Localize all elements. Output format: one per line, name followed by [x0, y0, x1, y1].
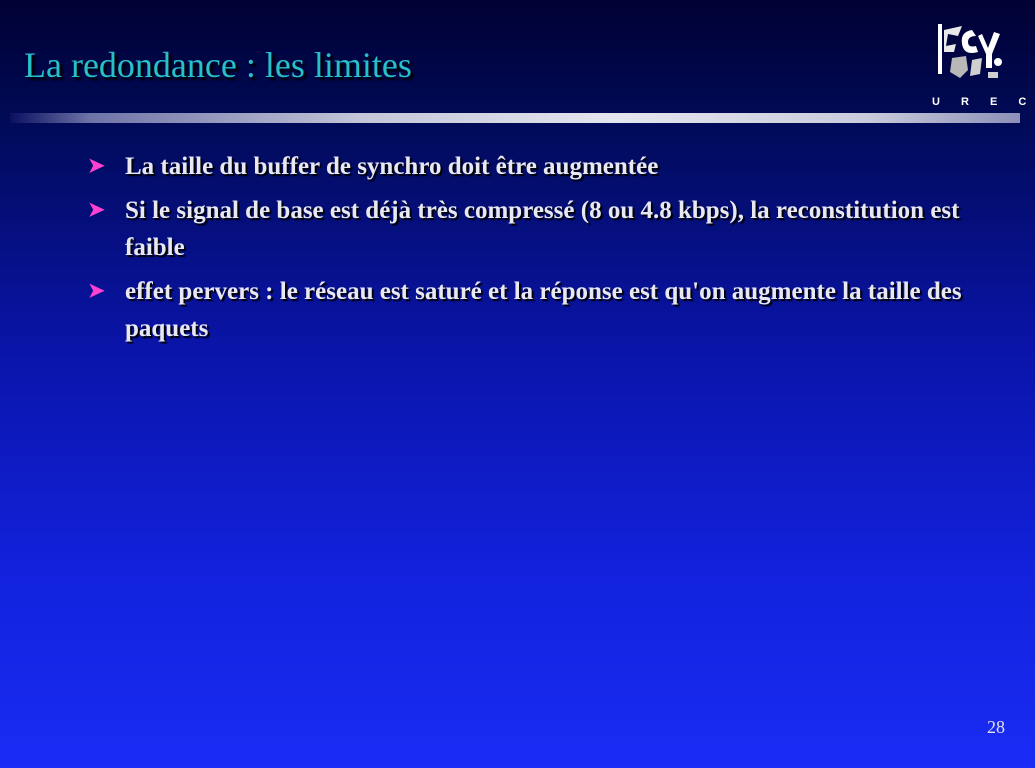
bullet-item — [88, 273, 968, 347]
bullet-item — [88, 192, 968, 266]
bullet-text: effet pervers : le réseau est saturé et la réponse est qu'on augmente la taille des paquets — [125, 278, 962, 342]
bullet-text: La taille du buffer de synchro doit être augmentée — [125, 153, 659, 180]
logo-text: U R E C — [932, 96, 1035, 108]
logo — [932, 22, 1035, 112]
title-divider — [10, 113, 1020, 123]
page-number: 28 — [987, 717, 1005, 737]
arrow-bullet-icon: ➤ — [88, 280, 105, 302]
bullet-list — [88, 148, 968, 354]
bullet-item — [88, 148, 968, 185]
cnrs-urec-logo-icon — [932, 22, 1012, 92]
bullet-text: Si le signal de base est déjà très compressé (8 ou 4.8 kbps), la reconstitution est faible — [125, 197, 960, 261]
slide-title: La redondance : les limites — [24, 45, 412, 85]
arrow-bullet-icon: ➤ — [88, 199, 105, 221]
arrow-bullet-icon: ➤ — [88, 155, 105, 177]
